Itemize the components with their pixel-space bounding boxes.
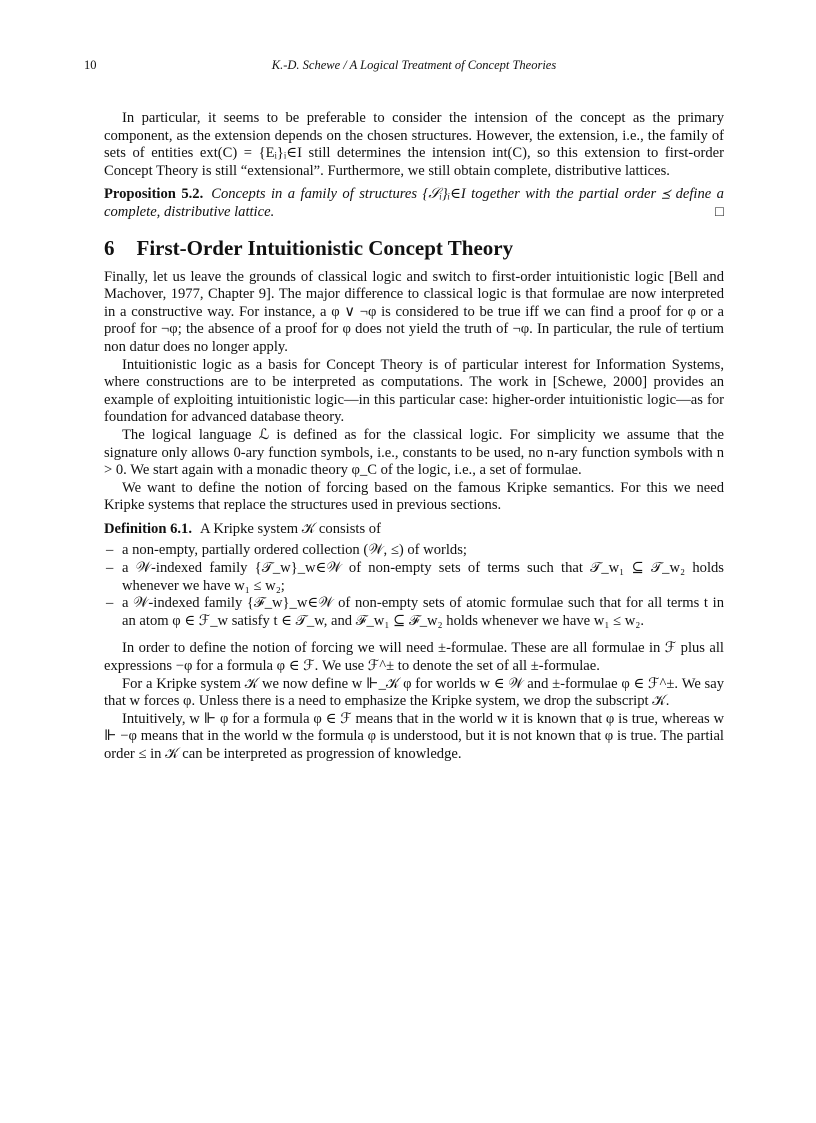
running-header [84, 58, 724, 78]
paragraph: Intuitively, w ⊩ φ for a formula φ ∈ ℱ means that in the world w it is known that φ is true, whereas w ⊩ −φ means that in the world w the formula φ is understood, but it is not known that φ is true. The partial order ≤ in 𝒦 can be interpreted as progression of knowledge. [104, 710, 724, 762]
paragraph: In order to define the notion of forcing we will need ±-formulae. These are all formulae in ℱ plus all expressions −φ for a formula φ ∈ ℱ. We use ℱ^± to denote the set of all ±-formulae. [104, 640, 724, 675]
list-item: – a 𝒲-indexed family {𝒯_w}_w∈𝒲 of non-empty sets of terms such that 𝒯_w₁ ⊆ 𝒯_w₂ holds whenever we have w₁ ≤ w₂; [122, 560, 724, 595]
paragraph: Finally, let us leave the grounds of classical logic and switch to first-order intuitionistic logic [Bell and Machover, 1977, Chapter 9]. The major difference to classical logic is that formulae are now interpreted in a constructive way. For instance, a φ ∨ ¬φ is considered to be true iff we can find a proof for φ or a proof for ¬φ; the absence of a proof for φ does not yield the truth of ¬φ. In particular, the rule of tertium non datur does no longer apply. [104, 268, 724, 355]
proposition-text: Concepts in a family of structures {𝒮ᵢ}ᵢ∈I together with the partial order ⪯ define a complete, distributive lattice. [104, 186, 724, 220]
section-number: 6 [104, 235, 115, 260]
paragraph: Intuitionistic logic as a basis for Concept Theory is of particular interest for Information Systems, where constructions are to be interpreted as computations. The work in [Schewe, 2000] provides an example of exploiting intuitionistic logic—in this particular case: higher-order intuitionistic logic—as for foundation for advanced database theory. [104, 356, 724, 426]
list-item: – a non-empty, partially ordered collection (𝒲, ≤) of worlds; [122, 542, 724, 560]
paragraph: The logical language ℒ is defined as for the classical logic. For simplicity we assume that the signature only allows 0-ary function symbols, i.e., constants to be used, no n-ary function symbols with n > 0. We start again with a monadic theory φ_C of the logic, i.e., a set of formulae. [104, 426, 724, 479]
definition-label: Definition 6.1. [104, 520, 192, 537]
section-title: First-Order Intuitionistic Concept Theory [136, 235, 514, 260]
paragraph: We want to define the notion of forcing based on the famous Kripke semantics. For this we need Kripke systems that replace the structures used in previous sections. [104, 479, 724, 514]
definition-6-1 [104, 521, 724, 539]
qed-symbol: □ [715, 203, 724, 220]
proposition-5-2 [104, 186, 724, 221]
definition-list [104, 542, 724, 630]
paper-page [84, 58, 724, 764]
paragraph: In particular, it seems to be preferable to consider the intension of the concept as the primary component, as the extension depends on the chosen structures. However, the extension, i.e., the family of sets of entities ext(C) = {Eᵢ}ᵢ∈I still determines the intension int(C), so this extension to first-order Concept Theory is still “extensional”. Furthermore, we still obtain complete, distributive lattices. [104, 110, 724, 179]
section-heading [104, 236, 724, 261]
proposition-label: Proposition 5.2. [104, 186, 204, 203]
running-title: K.-D. Schewe / A Logical Treatment of Concept Theories [271, 58, 557, 72]
definition-intro: A Kripke system 𝒦 consists of [199, 520, 381, 537]
paragraph: For a Kripke system 𝒦 we now define w ⊩_𝒦 φ for worlds w ∈ 𝒲 and ±-formulae φ ∈ ℱ^±. We say that w forces φ. Unless there is a need to emphasize the Kripke system, we drop the subscript 𝒦. [104, 675, 724, 710]
list-item: – a 𝒲-indexed family {ℱ_w}_w∈𝒲 of non-empty sets of atomic formulae such that for all terms t in an atom φ ∈ ℱ_w satisfy t ∈ 𝒯_w, and ℱ_w₁ ⊆ ℱ_w₂ holds whenever we have w₁ ≤ w₂. [122, 595, 724, 630]
page-number: 10 [84, 58, 97, 72]
